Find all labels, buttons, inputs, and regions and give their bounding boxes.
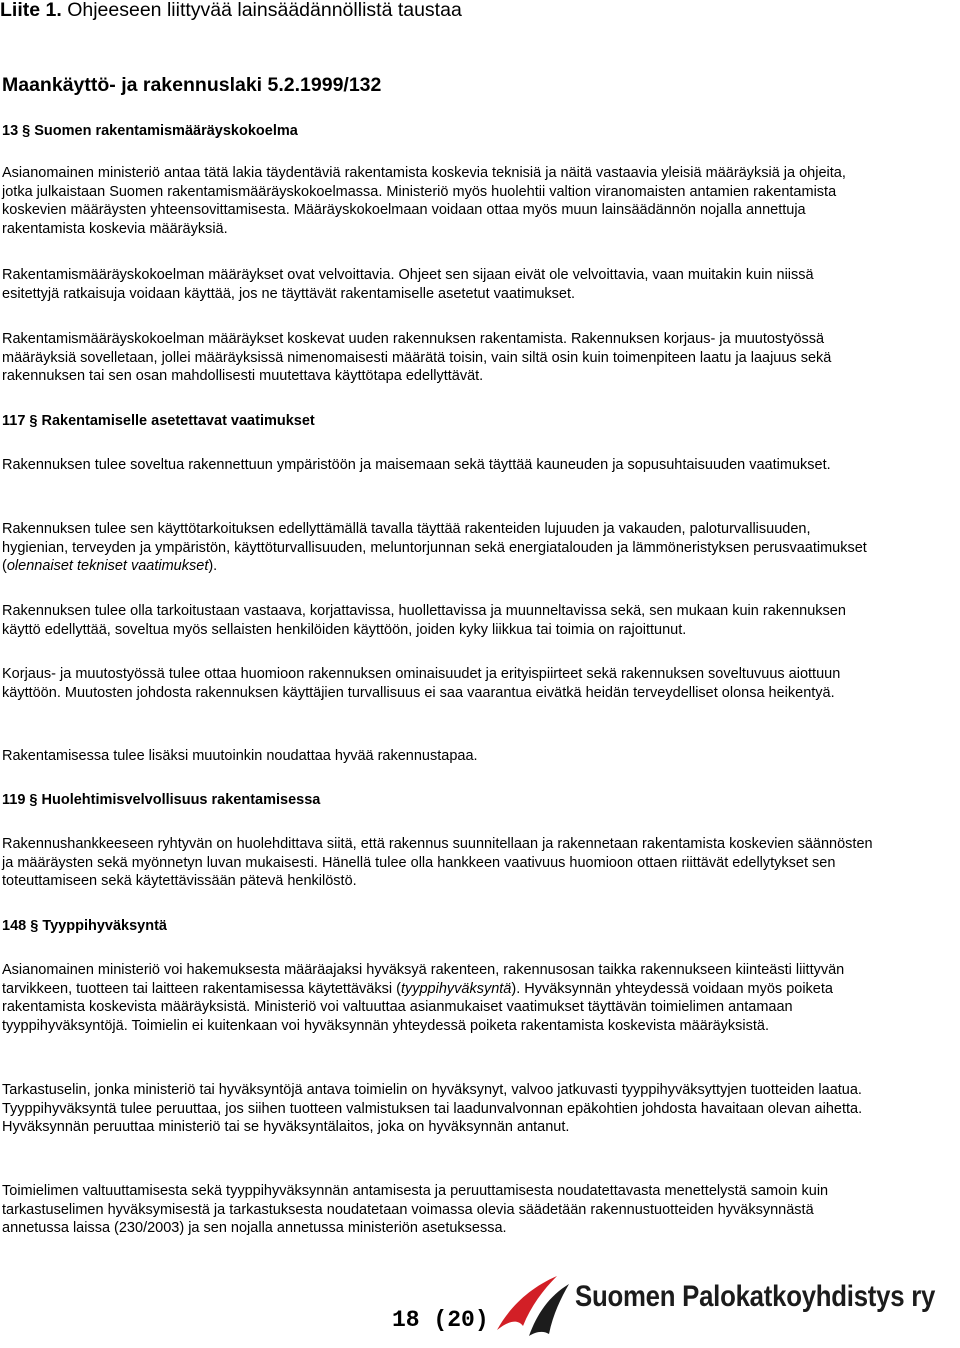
paragraph: Rakennuksen tulee soveltua rakennettuun ympäristöön ja maisemaan sekä täyttää kauneuden ja sopusuhtaisuuden vaatimukset. xyxy=(2,457,831,473)
section-heading-13: 13 § Suomen rakentamismääräyskokoelma xyxy=(2,123,298,139)
paragraph: Tarkastuselin, jonka ministeriö tai hyväksyntöjä antava toimielin on hyväksynyt, valvoo jatkuvasti tyyppihyväksyttyjen tuotteiden laatua. Tyyppihyväksyntä tulee peruuttaa, jos siihen tuotteen valmistuksen tai laadunvalvonnan epäkohtien johdosta havaitaan olevan aihetta. Hyväksynnän peruuttaa ministeriö tai se hyväksyntälaitos, joka on hyväksynnän antanut. xyxy=(2,1082,863,1136)
paragraph-text: Rakennuksen tulee sen käyttötarkoituksen edellyttämällä tavalla täyttää rakenteiden lujuuden ja vakauden, paloturvallisuuden, hygienian, terveyden ja ympäristön, käyttöturvallisuuden, meluntorjunnan sekä energiatalouden ja lämmöneristyksen perusvaatimukset ( xyxy=(2,521,867,575)
page-header xyxy=(0,0,462,22)
paragraph: Rakentamismääräyskokoelman määräykset ovat velvoittavia. Ohjeet sen sijaan eivät ole velvoittavia, vaan muitakin kuin niissä esitettyjä ratkaisuja voidaan käyttää, jos ne täyttävät rakentamiselle asetetut vaatimukset. xyxy=(2,267,814,302)
appendix-label: Liite 1. xyxy=(0,0,62,21)
paragraph: Rakennushankkeeseen ryhtyvän on huolehdittava siitä, että rakennus suunnitellaan ja rakennetaan rakentamista koskevien säännösten ja määräysten sekä myönnetyn luvan mukaisesti. Hänellä tulee olla hankkeen vaativuus huomioon ottaen riittävät edellytykset sen toteuttamiseen sekä käytettävissään pätevä henkilöstö. xyxy=(2,836,873,890)
section-heading-119: 119 § Huolehtimisvelvollisuus rakentamisessa xyxy=(2,792,321,808)
appendix-title: Ohjeeseen liittyvää lainsäädännöllistä taustaa xyxy=(67,0,462,21)
section-heading-148: 148 § Tyyppihyväksyntä xyxy=(2,918,167,934)
paragraph-with-term xyxy=(2,961,874,1036)
law-title: Maankäyttö- ja rakennuslaki 5.2.1999/132 xyxy=(2,74,382,96)
italic-term: tyyppihyväksyntä xyxy=(400,980,512,997)
paragraph: Toimielimen valtuuttamisesta sekä tyyppihyväksynnän antamisesta ja peruuttamisesta noudatettavasta menettelystä samoin kuin tarkastuselimen hyväksymisestä ja tarkastuksesta noudatetaan voimassa olevia säädetään rakennustuotteiden hyväksynnästä annetussa laissa (230/2003) ja sen nojalla annetussa ministeriön asetuksessa. xyxy=(2,1183,829,1237)
logo-swoosh-icon xyxy=(495,1270,575,1340)
organization-name: Suomen Palokatkoyhdistys ry xyxy=(575,1280,936,1313)
page-number: 18 (20) xyxy=(392,1307,489,1333)
paragraph-with-term xyxy=(2,520,874,576)
paragraph: Rakentamismääräyskokoelman määräykset koskevat uuden rakennuksen rakentamista. Rakennuksen korjaus- ja muutostyössä määräyksiä sovelletaan, jollei määräyksissä nimenomaisesti määrätä toisin, vain siltä osin kuin toimenpiteen laatu ja laajuus sekä rakennuksen tai sen osan mahdollisesti muutettava käyttötapa edellyttävät. xyxy=(2,331,832,385)
section-heading-117: 117 § Rakentamiselle asetettavat vaatimukset xyxy=(2,413,315,429)
paragraph: Rakentamisessa tulee lisäksi muutoinkin noudattaa hyvää rakennustapaa. xyxy=(2,748,478,764)
organization-logo xyxy=(495,1270,935,1340)
italic-term: olennaiset tekniset vaatimukset xyxy=(6,558,209,575)
paragraph: Asianomainen ministeriö antaa tätä lakia täydentäviä rakentamista koskevia teknisiä ja näitä vastaavia yleisiä määräyksiä ja ohjeita, jotka julkaistaan Suomen rakentamismääräyskokoelmassa. Ministeriö myös huolehtii valtion viranomaisten antamien rakentamista koskevien määräysten yhteensovittamisesta. Määräyskokoelmaan voidaan ottaa myös muun lainsäädännön nojalla annettuja rakentamista koskevia määräyksiä. xyxy=(2,165,846,238)
paragraph: Rakennuksen tulee olla tarkoitustaan vastaava, korjattavissa, huollettavissa ja muunneltavissa sekä, sen mukaan kuin rakennuksen käyttö edellyttää, soveltua myös sellaisten henkilöiden käyttöön, joiden kyky liikkua tai toimia on rajoittunut. xyxy=(2,603,846,638)
paragraph: Korjaus- ja muutostyössä tulee ottaa huomioon rakennuksen ominaisuudet ja erityispiirteet sekä rakennuksen soveltuvuus aiottuun käyttöön. Muutosten johdosta rakennuksen käyttäjien turvallisuus ei saa vaarantua eivätkä heidän terveydelliset olonsa heikentyä. xyxy=(2,666,841,701)
paragraph-text-end: ). Hyväksynnän yhteydessä voidaan myös poiketa rakentamista koskevista määräyksistä. Ministeriö voi valtuuttaa asianmukaiset vaatimukset täyttävän toimielimen antamaan tyyppihyväksyntöjä. Toimielin ei kuitenkaan voi hyväksynnän yhteydessä poiketa rakentamista koskevista määräyksistä. xyxy=(2,980,833,1035)
paragraph-text: Asianomainen ministeriö voi hakemuksesta määräajaksi hyväksyä rakenteen, rakennusosan taikka rakennukseen kiinteästi liittyvän tarvikkeen, tuotteen tai laitteen rakentamisessa käytettäväksi ( xyxy=(2,962,845,997)
paragraph-text-end: ). xyxy=(208,558,218,575)
